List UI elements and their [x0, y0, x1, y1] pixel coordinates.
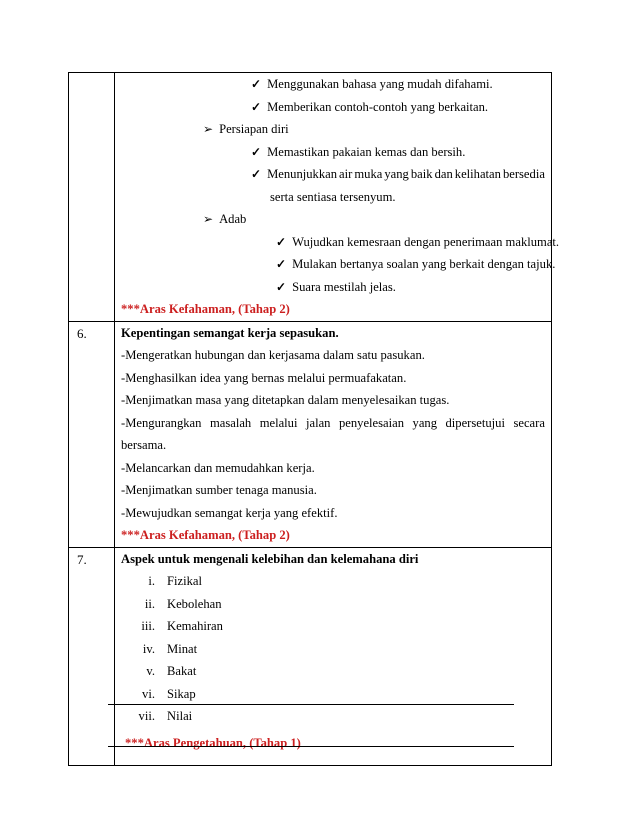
word: dan: [434, 167, 453, 181]
answer-line: [108, 746, 514, 747]
row-number: 7.: [69, 547, 115, 765]
list-numeral: iii.: [141, 619, 155, 633]
list-text: Kebolehan: [167, 596, 222, 611]
list-item: [121, 660, 551, 683]
list-item: ✓ Suara mestilah jelas.: [115, 276, 551, 299]
list-item-continuation: bersama.: [121, 438, 167, 452]
list-item: [115, 163, 551, 186]
list-text: Kemahiran: [167, 619, 223, 633]
list-text: Fizikal: [167, 574, 202, 588]
list-item: [121, 683, 551, 706]
level-label: ***Aras Kefahaman, (Tahap 2): [121, 302, 290, 316]
word: melalui: [259, 415, 298, 430]
word: penyelesaian: [338, 415, 405, 430]
word: -Mengurangkan: [121, 415, 202, 430]
list-item-continuation: serta sentiasa tersenyum.: [270, 189, 396, 204]
list-item: [121, 570, 551, 593]
list-text: Bakat: [167, 664, 197, 678]
row-content-cell: [115, 73, 560, 322]
row-content-cell: [115, 547, 552, 765]
list-text: Sikap: [167, 686, 196, 701]
check-icon: [251, 163, 267, 186]
word: jalan: [305, 415, 331, 430]
word: dipersetujui: [445, 415, 505, 430]
word: air: [339, 167, 353, 181]
section-title: Aspek untuk mengenali kelebihan dan kelemahana diri: [121, 551, 419, 566]
list-numeral: vi.: [142, 686, 155, 701]
list-item: -Menghasilkan idea yang bernas melalui permuafakatan.: [121, 370, 407, 385]
row-number-cell: [69, 73, 115, 322]
word: masalah: [209, 415, 252, 430]
list-numeral: ii.: [144, 596, 155, 611]
word: muka: [354, 167, 383, 181]
list-numeral: iv.: [142, 641, 155, 656]
level-label: ***Aras Kefahaman, (Tahap 2): [121, 528, 290, 542]
row-content-cell: [115, 321, 552, 547]
sub-heading: ➢ Adab: [115, 208, 551, 231]
table-row: [69, 73, 552, 322]
word: kelihatan: [454, 167, 501, 181]
list-item: ✓ Mulakan bertanya soalan yang berkait dengan tajuk.: [115, 253, 551, 276]
list-item: [121, 638, 551, 661]
list-numeral: v.: [146, 664, 155, 678]
level-label: ***Aras Pengetahuan, (Tahap 1): [125, 735, 301, 750]
answer-table: [68, 72, 560, 766]
list-numeral: vii.: [138, 709, 155, 723]
list-item: ✓ Memastikan pakaian kemas dan bersih.: [115, 141, 551, 164]
list-item: [121, 705, 551, 728]
justified-text: [267, 163, 551, 186]
justified-text: [121, 412, 551, 435]
word: yang: [384, 167, 409, 181]
list-item: ✓ Wujudkan kemesraan dengan penerimaan maklumat.: [115, 231, 551, 254]
word: Menunjukkan: [267, 167, 338, 181]
word: baik: [410, 167, 433, 181]
list-item: -Melancarkan dan memudahkan kerja.: [121, 460, 315, 475]
table-row: [69, 547, 552, 765]
row-number: 6.: [69, 321, 115, 547]
list-item: ✓ Memberikan contoh-contoh yang berkaitan.: [115, 96, 551, 119]
sub-heading: ➢ Persiapan diri: [115, 118, 551, 141]
list-item: -Menjimatkan masa yang ditetapkan dalam menyelesaikan tugas.: [121, 393, 450, 407]
list-item: [121, 615, 551, 638]
list-item: -Mewujudkan semangat kerja yang efektif.: [121, 505, 338, 520]
list-numeral: i.: [148, 574, 155, 588]
word: yang: [412, 415, 437, 430]
list-text: Minat: [167, 641, 198, 656]
table-row: [69, 321, 552, 547]
section-title: Kepentingan semangat kerja sepasukan.: [121, 325, 339, 340]
word: bersedia: [502, 167, 545, 181]
list-item: [121, 593, 551, 616]
list-item: ✓ Menggunakan bahasa yang mudah difahami.: [115, 73, 551, 96]
word: secara: [513, 415, 545, 430]
answer-line: [108, 704, 514, 705]
list-item: -Mengeratkan hubungan dan kerjasama dalam satu pasukan.: [121, 348, 425, 362]
list-text: Nilai: [167, 709, 193, 723]
list-item: -Menjimatkan sumber tenaga manusia.: [121, 483, 317, 497]
